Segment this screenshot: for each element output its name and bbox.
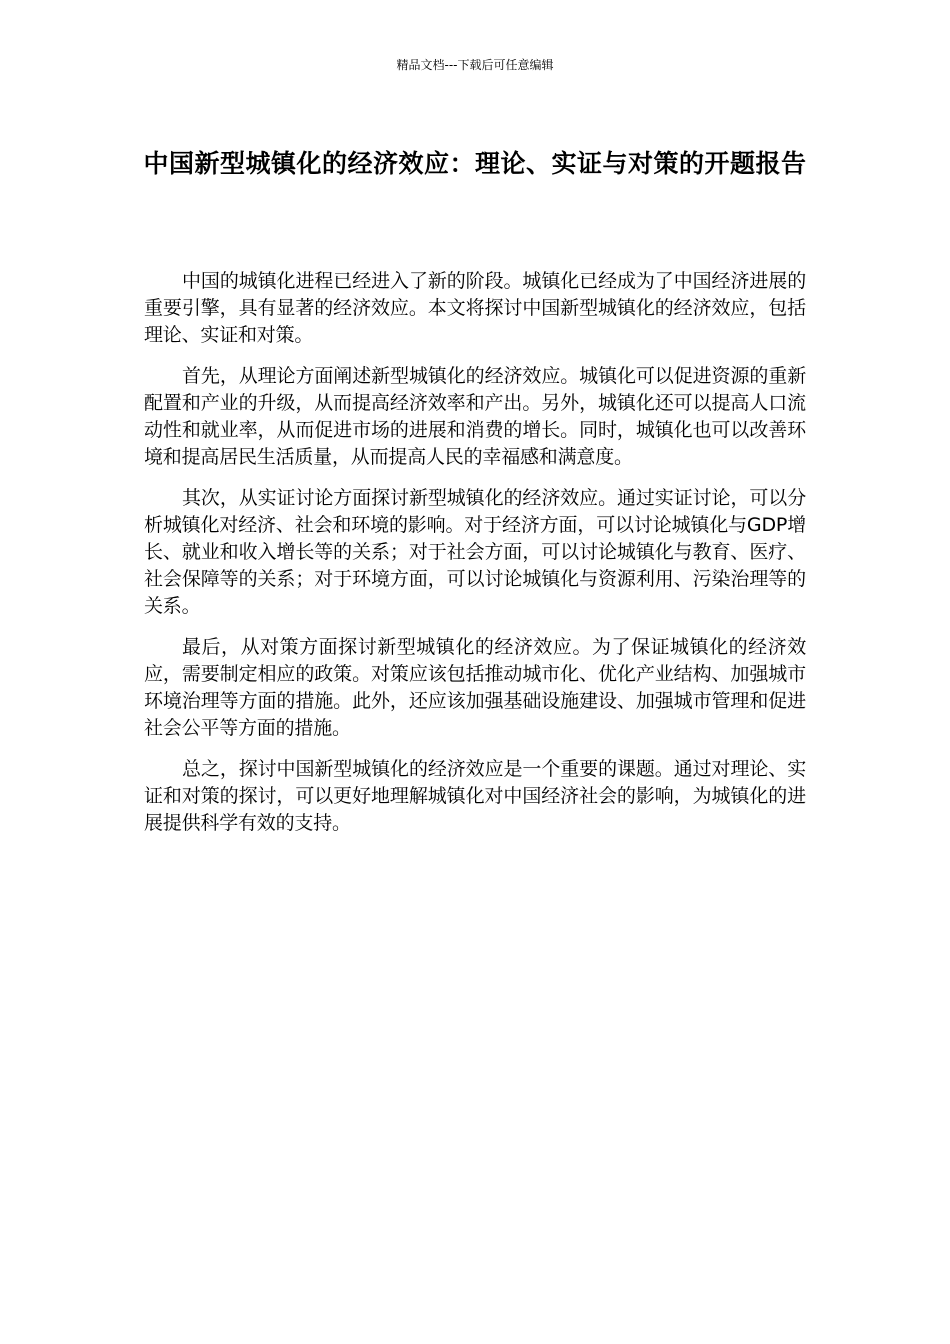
paragraph-theory: 首先，从理论方面阐述新型城镇化的经济效应。城镇化可以促进资源的重新配置和产业的升级，从而提高经济效率和产出。另外，城镇化还可以提高人口流动性和就业率，从而促进市场的进展和消费的增长。同时，城镇化也可以改善环境和提高居民生活质量，从而提高人民的幸福感和满意度。 [144, 365, 806, 468]
page-header: 精品文档---下载后可任意编辑 [396, 58, 554, 72]
paragraph-intro: 中国的城镇化进程已经进入了新的阶段。城镇化已经成为了中国经济进展的重要引擎，具有显著的经济效应。本文将探讨中国新型城镇化的经济效应，包括理论、实证和对策。 [144, 270, 806, 346]
paragraph-empirical: 其次，从实证讨论方面探讨新型城镇化的经济效应。通过实证讨论，可以分析城镇化对经济、社会和环境的影响。对于经济方面，可以讨论城镇化与GDP增长、就业和收入增长等的关系；对于社会方面，可以讨论城镇化与教育、医疗、社会保障等的关系；对于环境方面，可以讨论城镇化与资源利用、污染治理等的关系。 [144, 487, 806, 617]
document-title: 中国新型城镇化的经济效应：理论、实证与对策的开题报告 [143, 149, 807, 178]
document-body [144, 268, 806, 851]
paragraph-policy: 最后，从对策方面探讨新型城镇化的经济效应。为了保证城镇化的经济效应，需要制定相应的政策。对策应该包括推动城市化、优化产业结构、加强城市环境治理等方面的措施。此外，还应该加强基础设施建设、加强城市管理和促进社会公平等方面的措施。 [144, 636, 806, 739]
paragraph-conclusion: 总之，探讨中国新型城镇化的经济效应是一个重要的课题。通过对理论、实证和对策的探讨，可以更好地理解城镇化对中国经济社会的影响，为城镇化的进展提供科学有效的支持。 [144, 758, 806, 834]
